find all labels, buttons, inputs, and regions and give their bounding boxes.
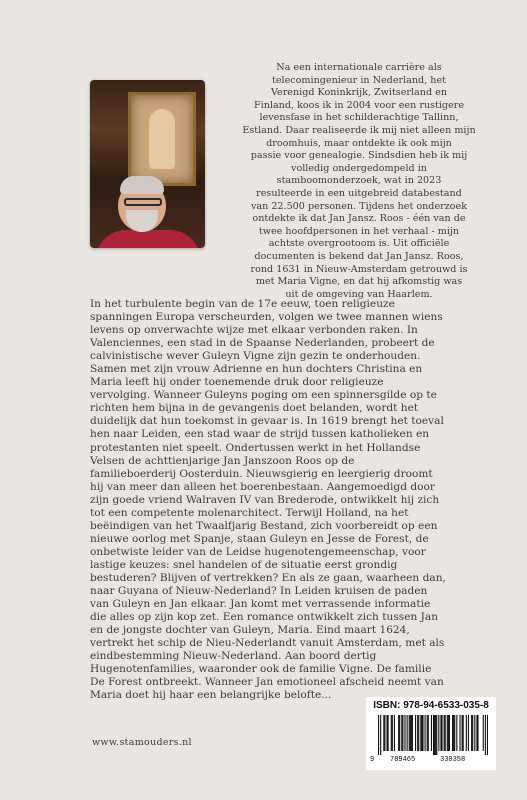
blurb-line: Velsen de achttienjarige Jan Janszoon Roos op de xyxy=(90,454,355,467)
barcode-bar xyxy=(448,715,449,751)
blurb-line: spanningen Europa verscheurden, volgen we twee mannen wiens xyxy=(90,311,443,324)
blurb-line: hij van meer dan alleen het boerenbestaan. Aangemoedigd door xyxy=(90,480,435,493)
barcode-bar xyxy=(404,715,405,751)
bio-line: uit de omgeving van Haarlem. xyxy=(285,288,433,300)
barcode-bar xyxy=(392,715,393,751)
barcode-bar xyxy=(452,715,453,751)
barcode-bar xyxy=(436,715,437,755)
blurb-line: levens op onverwachte wijze met elkaar verbonden raken. In xyxy=(90,324,418,337)
red-shirt xyxy=(96,230,200,248)
barcode-bar xyxy=(399,715,400,751)
barcode-bar xyxy=(440,715,441,751)
barcode-bar xyxy=(435,715,436,755)
barcode-bar xyxy=(425,715,426,751)
blurb-line: Hugenotenfamilies, waaronder ook de familie Vigne. De familie xyxy=(90,663,432,676)
barcode-bar xyxy=(422,715,423,751)
book-blurb xyxy=(90,298,496,702)
blurb-line: Samen met zijn vrouw Adrienne en hun dochters Christina en xyxy=(90,363,423,376)
bio-line: achtste overgrootoom is. Uit officiële xyxy=(268,238,450,250)
barcode-bar xyxy=(487,715,488,755)
barcode-bar xyxy=(453,715,454,751)
blurb-line: familieboerderij Oosterduin. Nieuwsgierig en leergierig droomt xyxy=(90,467,433,480)
blurb-line: vertrekt het schip de Nieu-Nederlandt vanuit Amsterdam, met als xyxy=(90,637,445,650)
blurb-line: onbetwiste leider van de Leidse hugenotengemeenschap, voor xyxy=(90,545,426,558)
barcode-digit-group-2: 330358 xyxy=(440,756,466,764)
blurb-line: richten hem bijna in de gevangenis doet belanden, wordt het xyxy=(90,402,419,415)
barcode-bar xyxy=(471,715,472,751)
barcode-bar xyxy=(383,715,384,751)
barcode-bar xyxy=(472,715,473,751)
barcode-bar xyxy=(447,715,448,751)
bio-line: rond 1631 in Nieuw-Amsterdam getrouwd is xyxy=(250,263,468,275)
barcode-bar xyxy=(433,715,434,755)
bio-line: levensfase in het schilderachtige Tallinn, xyxy=(259,112,459,124)
barcode-bar xyxy=(462,715,463,751)
barcode-bar xyxy=(386,715,387,751)
barcode-bar xyxy=(378,715,379,755)
bio-line: resulteerde in een uitgebreid databestand xyxy=(256,187,462,199)
barcode-bar xyxy=(483,715,484,751)
isbn-label: ISBN: 978-94-6533-035-8 xyxy=(373,700,489,711)
blurb-line: duidelijk dat hun toekomst in gevaar is. In 1619 brengt het toeval xyxy=(90,415,444,428)
barcode-bar xyxy=(398,715,399,751)
barcode-bar xyxy=(463,715,464,751)
barcode-bar xyxy=(485,715,486,755)
barcode-bar xyxy=(402,715,403,751)
barcode-bar xyxy=(441,715,442,751)
bio-line: twee hoofdpersonen in het verhaal - mijn xyxy=(258,225,460,237)
barcode-bar xyxy=(421,715,422,751)
barcode-digit-prefix: 9 xyxy=(370,756,375,764)
barcode-bar xyxy=(380,715,381,755)
barcode-bar xyxy=(466,715,467,751)
blurb-line: naar Guyana of Nieuw-Nederland? In Leiden kruisen de paden xyxy=(90,585,428,598)
blurb-line: beëindigen van het Twaalfjarig Bestand, zich voorbereidt op een xyxy=(90,519,438,532)
barcode-bar xyxy=(409,715,410,751)
blurb-line: Maria leeft hij onder toenemende druk door religieuze xyxy=(90,376,384,389)
bio-line: telecomingenieur in Nederland, het xyxy=(271,74,447,86)
blurb-line: en de jongste dochter van Guleyn, Maria. Eind maart 1624, xyxy=(90,624,410,637)
blurb-line: nieuwe oorlog met Spanje, staan Guleyn en Jesse de Forest, de xyxy=(90,532,429,545)
barcode-bar xyxy=(415,715,416,751)
barcode-bar xyxy=(438,715,439,751)
barcode-bar xyxy=(444,715,445,751)
barcode-bar xyxy=(417,715,418,751)
bio-line: met Maria Vigne, en dat hij afkomstig was xyxy=(255,276,463,288)
website-url[interactable]: www.stamouders.nl xyxy=(92,737,192,748)
glasses-icon xyxy=(124,198,162,206)
author-photo xyxy=(90,80,205,248)
blurb-line: die alles op zijn kop zet. Een romance ontwikkelt zich tussen Jan xyxy=(90,611,439,624)
barcode-bars xyxy=(378,715,488,755)
barcode-bar xyxy=(454,715,455,751)
blurb-line: van Guleyn en Jan elkaar. Jan komt met verrassende informatie xyxy=(90,598,431,611)
blurb-line: In het turbulente begin van de 17e eeuw, toen religieuze xyxy=(90,298,395,310)
blurb-line: Valenciennes, een stad in de Spaanse Nederlanden, probeert de xyxy=(90,337,435,350)
barcode-digits xyxy=(366,756,496,768)
barcode-bar xyxy=(468,715,469,751)
barcode-bar xyxy=(459,715,460,751)
blurb-line: Maria doet hij haar een belangrijke belofte... xyxy=(90,689,332,702)
barcode-bar xyxy=(412,715,413,751)
bio-line: documenten is bekend dat Jan Jansz. Roos, xyxy=(254,250,464,262)
barcode-bar xyxy=(445,715,446,751)
barcode-bar xyxy=(434,715,435,755)
barcode-bar xyxy=(477,715,478,751)
barcode-bar xyxy=(428,715,429,751)
barcode-bar xyxy=(449,715,450,751)
barcode-bar xyxy=(407,715,408,751)
blurb-line: tot een competente molenarchitect. Terwijl Holland, na het xyxy=(90,506,409,519)
blurb-line: hen naar Leiden, een stad waar de strijd tussen katholieken en xyxy=(90,428,430,441)
barcode-bar xyxy=(427,715,428,751)
barcode-bar xyxy=(474,715,475,751)
barcode-bar xyxy=(410,715,411,751)
bio-line: Verenigd Koninkrijk, Zwitserland en xyxy=(270,87,448,99)
blurb-line: vervolging. Wanneer Guleyns poging om een spinnersgilde op te xyxy=(90,389,437,402)
bio-line: van 22.500 personen. Tijdens het onderzoek xyxy=(250,200,468,212)
barcode-bar xyxy=(394,715,395,751)
barcode-bar xyxy=(418,715,419,751)
barcode-bar xyxy=(456,715,457,751)
barcode-bar xyxy=(476,715,477,751)
bio-line: Estland. Daar realiseerde ik mij niet alleen mijn xyxy=(242,124,476,136)
barcode-bar xyxy=(401,715,402,751)
bio-line: passie voor genealogie. Sindsdien heb ik mij xyxy=(250,150,468,162)
blurb-line: zijn goede vriend Walraven IV van Brederode, ontwikkelt hij zich xyxy=(90,493,440,506)
barcode-bar xyxy=(391,715,392,751)
barcode-bar xyxy=(420,715,421,751)
barcode-bar xyxy=(431,715,432,751)
barcode-bar xyxy=(388,715,389,751)
blurb-line: calvinistische wever Guleyn Vigne zijn gezin te onderhouden. xyxy=(90,350,421,363)
isbn-barcode xyxy=(366,697,496,770)
bio-line: ontdekte ik dat Jan Jansz. Roos - één van de xyxy=(252,213,466,225)
barcode-digit-group-1: 789465 xyxy=(390,756,416,764)
bio-line: Na een internationale carrière als xyxy=(276,62,442,73)
bio-line: Finland, koos ik in 2004 voor een rustigere xyxy=(253,99,465,111)
blurb-line: protestanten niet speelt. Ondertussen werkt in het Hollandse xyxy=(90,441,421,454)
blurb-line: De Forest ontbreekt. Wanneer Jan emotioneel afscheid neemt van xyxy=(90,676,444,689)
blurb-line: eindbestemming Nieuw-Nederland. Aan boord dertig xyxy=(90,650,377,663)
bio-line: droomhuis, maar ontdekte ik ook mijn xyxy=(266,137,452,149)
bio-line: stamboomonderzoek, wat in 2023 xyxy=(276,175,442,187)
blurb-line: bestuderen? Blijven of vertrekken? En als ze gaan, waarheen dan, xyxy=(90,571,446,584)
blurb-line: lastige keuzes: snel handelen of de situatie eerst grondig xyxy=(90,558,398,571)
bio-line: volledig ondergedompeld in xyxy=(291,162,427,174)
author-bio xyxy=(216,62,502,301)
painting-in-background xyxy=(128,92,196,186)
barcode-bar xyxy=(411,715,412,751)
barcode-bar xyxy=(384,715,385,751)
